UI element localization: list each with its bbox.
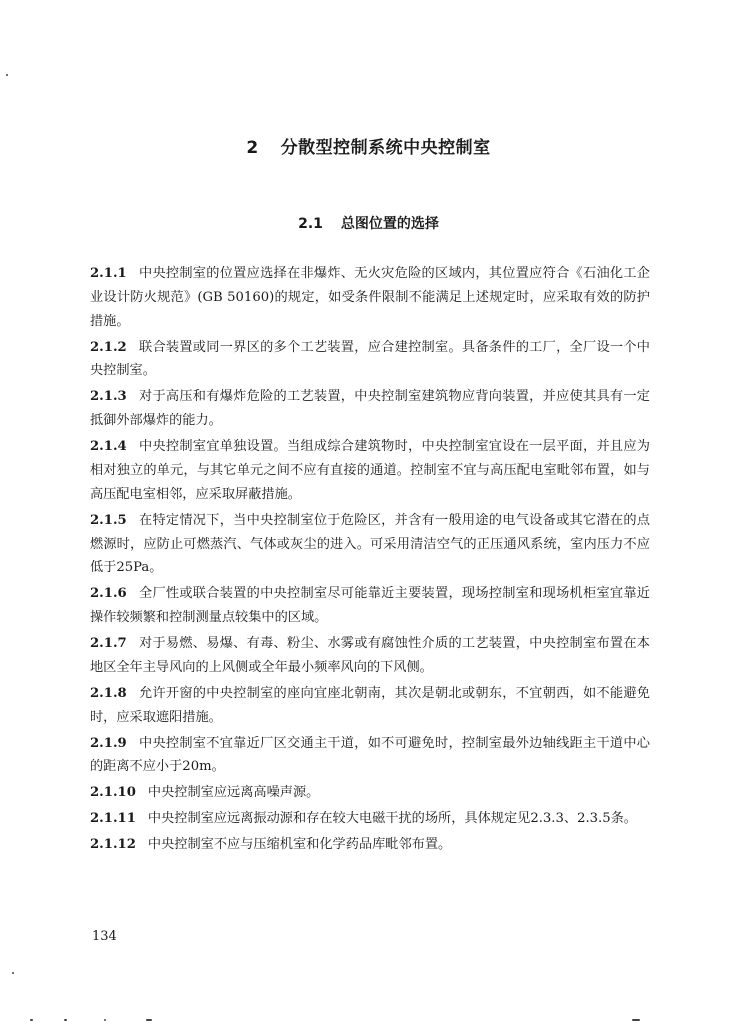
section-number: 2.1 <box>298 216 323 232</box>
clause-2-1-4 <box>90 435 650 506</box>
clause-text: 中央控制室应远离高噪声源。 <box>147 785 320 801</box>
scan-speck <box>12 972 14 974</box>
clause-2-1-3 <box>90 385 650 433</box>
scan-speck <box>6 74 8 76</box>
clause-list <box>90 262 650 859</box>
clause-2-1-9 <box>90 732 650 780</box>
clause-text: 中央控制室的位置应选择在非爆炸、无火灾危险的区域内，其位置应符合《石油化工企业设计防火规范》(GB 50160)的规定，如受条件限制不能满足上述规定时，应采取有效的防护措施。 <box>90 266 650 329</box>
clause-2-1-10 <box>90 781 650 805</box>
clause-text: 对于易燃、易爆、有毒、粉尘、水雾或有腐蚀性介质的工艺装置，中央控制室布置在本地区全年主导风向的上风侧或全年最小频率风向的下风侧。 <box>90 636 650 675</box>
clause-2-1-12 <box>90 833 650 857</box>
clause-text: 联合装置或同一界区的多个工艺装置，应合建控制室。具备条件的工厂，全厂设一个中央控制室。 <box>90 339 650 379</box>
clause-number: 2.1.2 <box>90 339 127 355</box>
clause-number: 2.1.10 <box>90 785 136 801</box>
clause-text: 全厂性或联合装置的中央控制室尽可能靠近主要装置，现场控制室和现场机柜室宜靠近操作较频繁和控制测量点较集中的区域。 <box>90 586 650 626</box>
page-number: 134 <box>92 929 117 944</box>
clause-2-1-8 <box>90 682 650 730</box>
chapter-title <box>0 133 737 158</box>
clause-2-1-5 <box>90 509 650 580</box>
clause-number: 2.1.5 <box>90 512 127 528</box>
clause-text: 允许开窗的中央控制室的座向宜座北朝南，其次是朝北或朝东，不宜朝西，如不能避免时，应采取遮阳措施。 <box>90 685 650 725</box>
clause-number: 2.1.4 <box>90 439 127 455</box>
clause-text: 中央控制室应远离振动源和存在较大电磁干扰的场所，具体规定见2.3.3、2.3.5条。 <box>147 811 637 827</box>
clause-number: 2.1.12 <box>90 837 136 853</box>
clause-2-1-2 <box>90 336 650 384</box>
chapter-title-text: 分散型控制系统中央控制室 <box>280 138 491 158</box>
clause-text: 对于高压和有爆炸危险的工艺装置，中央控制室建筑物应背向装置，并应使其具有一定抵御外部爆炸的能力。 <box>90 389 650 429</box>
clause-text: 中央控制室不应与压缩机室和化学药品库毗邻布置。 <box>147 837 452 853</box>
chapter-number: 2 <box>246 138 259 158</box>
clause-text: 在特定情况下，当中央控制室位于危险区，并含有一般用途的电气设备或其它潜在的点燃源时，应防止可燃蒸汽、气体或灰尘的进入。可采用清洁空气的正压通风系统，室内压力不应低于25Pa。 <box>90 512 650 576</box>
scan-speck <box>30 1019 33 1021</box>
clause-number: 2.1.3 <box>90 389 127 405</box>
clause-number: 2.1.6 <box>90 586 127 602</box>
clause-text: 中央控制室宜单独设置。当组成综合建筑物时，中央控制室宜设在一层平面，并且应为相对独立的单元，与其它单元之间不应有直接的通道。控制室不宜与高压配电室毗邻布置，如与高压配电室相邻，应采取屏蔽措施。 <box>90 439 650 502</box>
scan-speck <box>146 1019 152 1021</box>
section-title <box>0 213 737 233</box>
clause-2-1-6 <box>90 582 650 630</box>
clause-number: 2.1.8 <box>90 685 127 701</box>
clause-number: 2.1.11 <box>90 811 136 827</box>
clause-2-1-1 <box>90 262 650 333</box>
section-title-text: 总图位置的选择 <box>340 216 439 232</box>
scan-speck <box>632 1019 640 1021</box>
clause-2-1-7 <box>90 632 650 680</box>
clause-number: 2.1.1 <box>90 266 127 281</box>
clause-number: 2.1.7 <box>90 636 127 652</box>
clause-text: 中央控制室不宜靠近厂区交通主干道，如不可避免时，控制室最外边轴线距主干道中心的距离不应小于20m。 <box>90 735 650 775</box>
scan-speck <box>104 1019 106 1021</box>
clause-2-1-11 <box>90 807 650 831</box>
scan-speck <box>64 1019 67 1021</box>
clause-number: 2.1.9 <box>90 735 127 751</box>
